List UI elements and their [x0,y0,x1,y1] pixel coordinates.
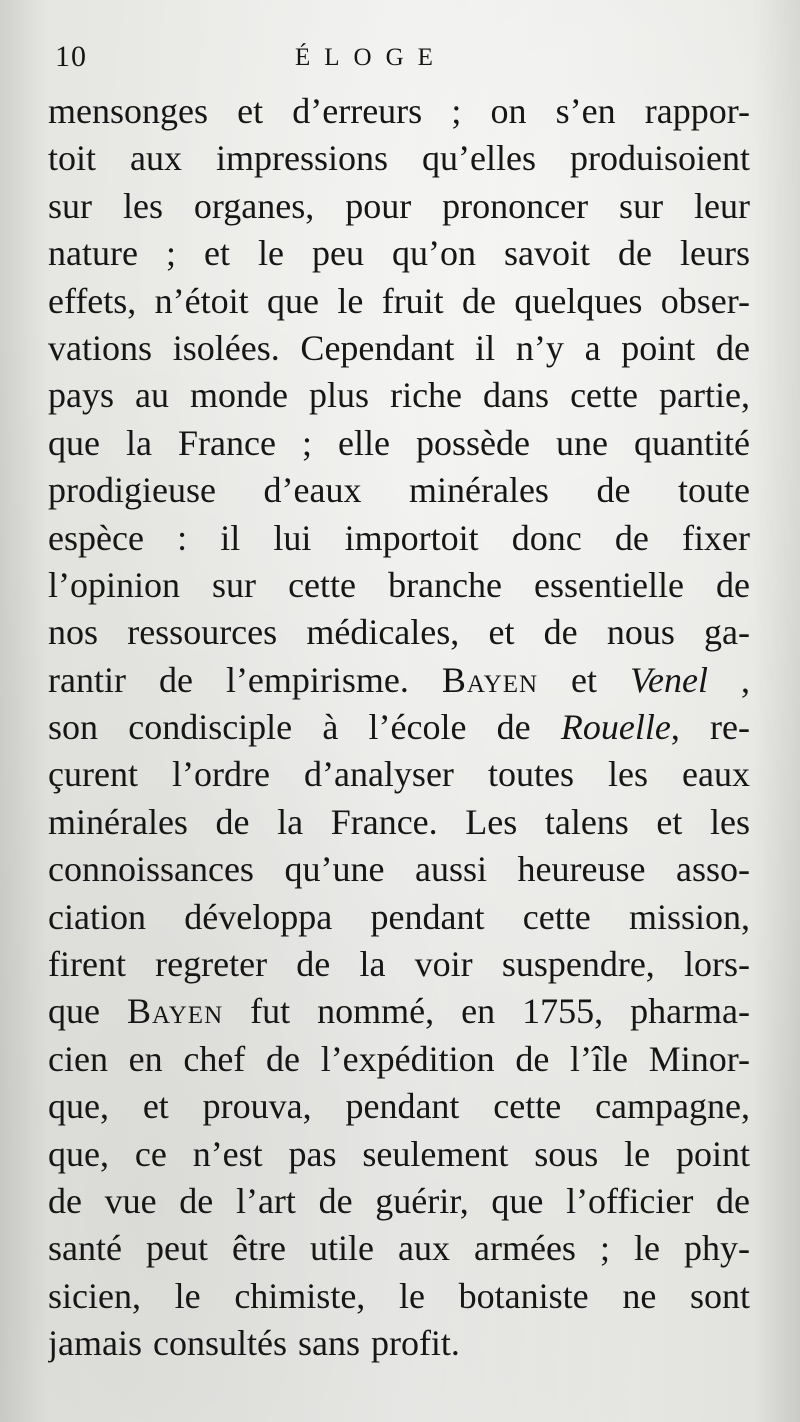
text-line: mensonges et d’erreurs ; on s’en rappor- [48,91,750,131]
text-line: sicien, le chimiste, le botaniste ne sont [48,1275,750,1316]
text-line: prodigieuse d’eaux minérales de toute [48,470,750,511]
author-name-bayen: Bayen [441,659,539,700]
text-line [48,988,750,1035]
text-line: espèce : il lui importoit donc de fixer [48,517,750,558]
text-segment: , [708,659,750,700]
text-line [48,704,750,751]
text-line: que, et prouva, pendant cette campagne, [48,1086,750,1127]
text-segment: fut nommé, en 1755, pharma- [223,991,750,1032]
text-segment: rantir de l’empirisme. [48,659,442,700]
text-segment: son condisciple à l’école de [48,707,561,748]
text-line: minérales de la France. Les talens et les [48,801,750,842]
text-line: pays au monde plus riche dans cette partie, [48,375,750,416]
text-line: nos ressources médicales, et de nous ga- [48,612,750,653]
page-header [55,40,750,80]
page-number: 10 [55,40,87,73]
text-line: santé peut être utile aux armées ; le phy- [48,1228,750,1269]
text-line: l’opinion sur cette branche essentielle de [48,564,750,605]
text-line: firent regreter de la voir suspendre, lors- [48,944,750,985]
text-line: sur les organes, pour prononcer sur leur [48,185,750,226]
text-line: nature ; et le peu qu’on savoit de leurs [48,233,750,274]
text-line: vations isolées. Cependant il n’y a point de [48,327,750,368]
author-name-venel: Venel [630,659,708,700]
text-line: connoissances qu’une aussi heureuse asso- [48,849,750,890]
text-segment: , re- [670,707,750,748]
text-line: de vue de l’art de guérir, que l’officier de [48,1180,750,1221]
text-line: jamais consultés sans profit. [48,1323,460,1364]
text-line: cien en chef de l’expédition de l’île Minor- [48,1038,750,1079]
text-segment: et [538,659,631,700]
text-line: que, ce n’est pas seulement sous le point [48,1133,750,1174]
body-text [48,88,750,1368]
author-name-rouelle: Rouelle [560,707,671,748]
running-head: ÉLOGE [295,44,447,71]
text-line [48,657,750,704]
text-line: que la France ; elle possède une quantité [48,422,750,463]
text-line: çurent l’ordre d’analyser toutes les eaux [48,754,750,795]
text-segment: que [48,991,127,1032]
text-line: effets, n’étoit que le fruit de quelques obser- [48,280,750,321]
text-line: ciation développa pendant cette mission, [48,896,750,937]
text-line: toit aux impressions qu’elles produisoient [48,138,750,179]
author-name-bayen: Bayen [126,991,224,1032]
